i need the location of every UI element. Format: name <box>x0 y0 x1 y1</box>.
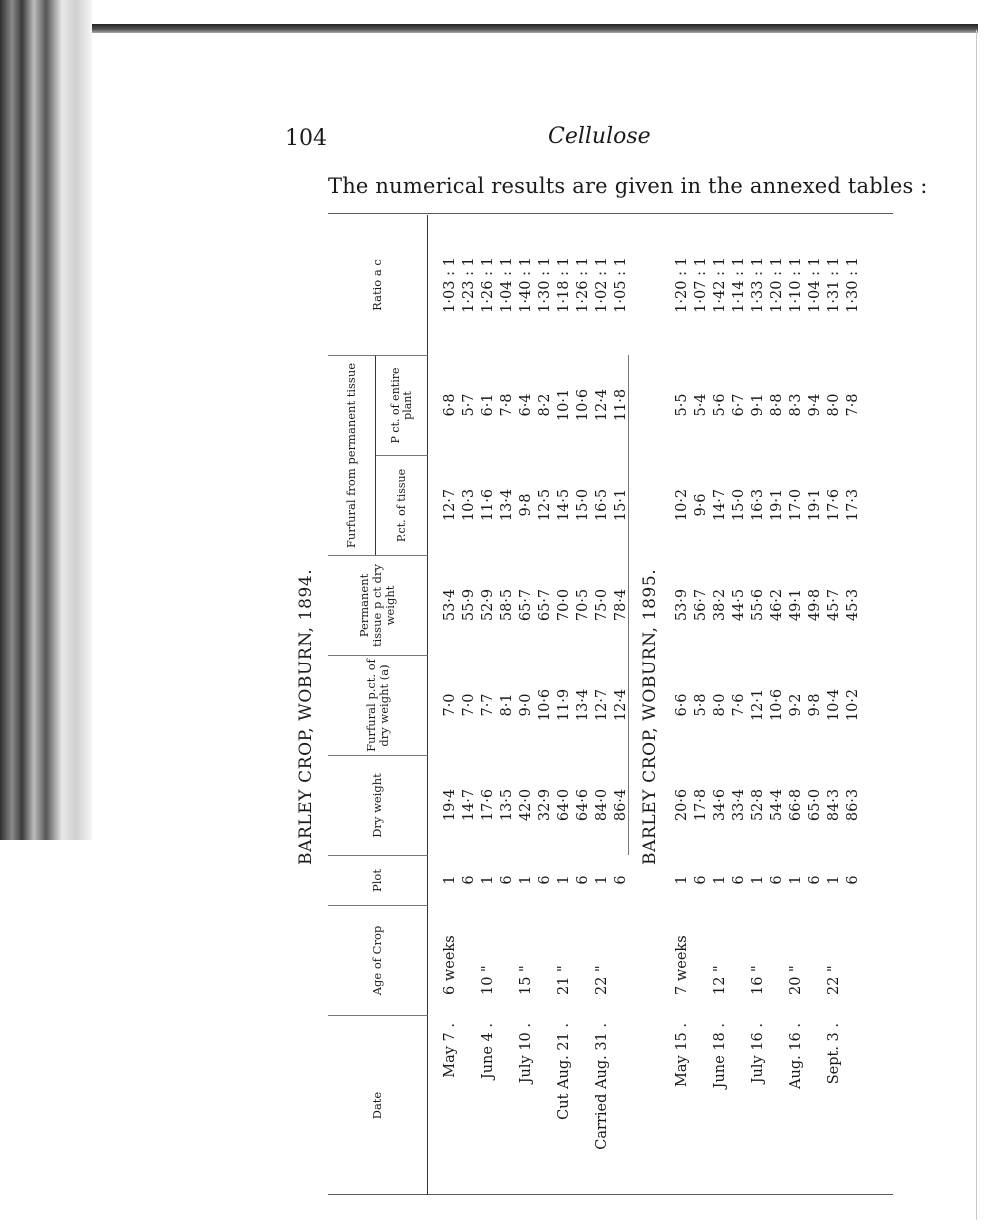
cell-ratio: 1·26 : 1 <box>575 257 591 313</box>
cell-ptissue: 15·1 <box>613 488 629 522</box>
cell-pplant: 10·6 <box>575 388 591 422</box>
cell-age: 22 " <box>826 965 842 995</box>
header-plot: Plot <box>328 855 428 905</box>
cell-dry: 19·4 <box>442 788 458 822</box>
cell-furf: 12·1 <box>750 688 766 722</box>
cell-pplant: 9·4 <box>807 393 823 417</box>
cell-ptissue: 17·3 <box>845 488 861 522</box>
cell-dry: 66·8 <box>788 788 804 822</box>
cell-pplant: 12·4 <box>594 388 610 422</box>
cell-date: Cut Aug. 21 . <box>556 1023 572 1120</box>
cell-furf: 5·8 <box>693 693 709 717</box>
cell-perm: 44·5 <box>731 588 747 622</box>
cell-date: July 10 . <box>518 1023 534 1084</box>
cell-ptissue: 11·6 <box>480 488 496 522</box>
cell-date <box>607 1015 636 1195</box>
header-pct-tissue: P.ct. of tissue <box>376 455 428 555</box>
cell-furf: 13·4 <box>575 688 591 722</box>
header-date: Date <box>328 1015 428 1195</box>
cell-ratio: 1·42 : 1 <box>712 257 728 313</box>
cell-pplant: 5·7 <box>461 393 477 417</box>
header-furfural-group: Furfural from permanent tissue <box>328 355 376 555</box>
cell-plot: 6 <box>845 875 861 885</box>
cell-ptissue: 9·6 <box>693 493 709 517</box>
cell-age: 12 " <box>712 965 728 995</box>
section-title-1894: BARLEY CROP, WOBURN, 1894. <box>296 568 316 865</box>
cell-pplant: 6·1 <box>480 393 496 417</box>
cell-perm: 55·9 <box>461 588 477 622</box>
header-age: Age of Crop <box>328 905 428 1015</box>
cell-perm: 49·1 <box>788 588 804 622</box>
cell-furf: 9·8 <box>807 693 823 717</box>
cell-perm: 56·7 <box>693 588 709 622</box>
cell-furf: 10·6 <box>537 688 553 722</box>
cell-plot: 6 <box>461 875 477 885</box>
cell-date: July 16 . <box>750 1023 766 1084</box>
cell-date: June 4 . <box>480 1023 496 1080</box>
cell-furf: 7·7 <box>480 693 496 717</box>
cell-furf: 12·7 <box>594 688 610 722</box>
cell-perm: 53·9 <box>674 588 690 622</box>
cell-pplant: 8·0 <box>826 393 842 417</box>
cell-ratio: 1·03 : 1 <box>442 257 458 313</box>
cell-ratio: 1·18 : 1 <box>556 257 572 313</box>
cell-ratio: 1·02 : 1 <box>594 257 610 313</box>
cell-plot: 1 <box>518 875 534 885</box>
cell-dry: 86·3 <box>845 788 861 822</box>
cell-perm: 70·5 <box>575 588 591 622</box>
cell-pplant: 5·4 <box>693 393 709 417</box>
cell-pplant: 6·7 <box>731 393 747 417</box>
intro-text: The numerical results are given in the annexed tables : <box>328 174 928 198</box>
cell-dry: 54·4 <box>769 788 785 822</box>
page-top-edge <box>92 24 978 33</box>
cell-ratio: 1·23 : 1 <box>461 257 477 313</box>
cell-furf: 6·6 <box>674 693 690 717</box>
cell-ratio: 1·04 : 1 <box>807 257 823 313</box>
cell-perm: 38·2 <box>712 588 728 622</box>
book-binding-shadow <box>0 0 92 840</box>
cell-furf: 7·0 <box>442 693 458 717</box>
cell-plot: 1 <box>826 875 842 885</box>
table-row <box>607 215 636 1195</box>
rotated-table <box>296 215 893 1195</box>
cell-ptissue: 16·5 <box>594 488 610 522</box>
cell-ratio: 1·14 : 1 <box>731 257 747 313</box>
cell-age: 15 " <box>518 965 534 995</box>
cell-furf: 9·2 <box>788 693 804 717</box>
cell-ratio: 1·30 : 1 <box>845 257 861 313</box>
cell-ratio: 1·20 : 1 <box>674 257 690 313</box>
cell-age: 20 " <box>788 965 804 995</box>
cell-date: Carried Aug. 31 . <box>594 1023 610 1150</box>
cell-date: May 15 . <box>674 1023 690 1087</box>
cell-dry: 13·5 <box>499 788 515 822</box>
cell-age: 21 " <box>556 965 572 995</box>
cell-ratio: 1·20 : 1 <box>769 257 785 313</box>
cell-plot: 1 <box>788 875 804 885</box>
cell-pplant: 7·8 <box>499 393 515 417</box>
cell-ratio: 1·30 : 1 <box>537 257 553 313</box>
cell-perm: 52·9 <box>480 588 496 622</box>
cell-age: 6 weeks <box>442 935 458 995</box>
header-permanent-tissue: Permanent tissue p ct dry weight <box>328 555 428 655</box>
cell-dry: 20·6 <box>674 788 690 822</box>
cell-ptissue: 15·0 <box>731 488 747 522</box>
cell-date: May 7 . <box>442 1023 458 1078</box>
cell-perm: 45·3 <box>845 588 861 622</box>
cell-ptissue: 12·7 <box>442 488 458 522</box>
cell-age: 22 " <box>594 965 610 995</box>
cell-perm: 45·7 <box>826 588 842 622</box>
cell-plot: 6 <box>613 875 629 885</box>
cell-furf: 8·0 <box>712 693 728 717</box>
cell-pplant: 5·6 <box>712 393 728 417</box>
running-title: Cellulose <box>548 124 651 149</box>
cell-age: 16 " <box>750 965 766 995</box>
cell-pplant: 5·5 <box>674 393 690 417</box>
cell-ratio: 1·07 : 1 <box>693 257 709 313</box>
cell-furf: 11·9 <box>556 688 572 722</box>
cell-ptissue: 10·2 <box>674 488 690 522</box>
cell-dry: 52·8 <box>750 788 766 822</box>
cell-date: Aug. 16 . <box>788 1023 804 1089</box>
cell-ratio: 1·10 : 1 <box>788 257 804 313</box>
cell-pplant: 10·1 <box>556 388 572 422</box>
cell-ptissue: 9·8 <box>518 493 534 517</box>
cell-dry: 65·0 <box>807 788 823 822</box>
cell-plot: 1 <box>594 875 610 885</box>
cell-perm: 53·4 <box>442 588 458 622</box>
cell-ratio: 1·31 : 1 <box>826 257 842 313</box>
cell-furf: 10·2 <box>845 688 861 722</box>
cell-plot: 1 <box>750 875 766 885</box>
cell-age: 7 weeks <box>674 935 690 995</box>
section-title-1895: BARLEY CROP, WOBURN, 1895. <box>640 568 660 865</box>
cell-ptissue: 17·6 <box>826 488 842 522</box>
cell-furf: 8·1 <box>499 693 515 717</box>
cell-plot: 1 <box>480 875 496 885</box>
cell-date <box>839 1015 868 1195</box>
cell-pplant: 7·8 <box>845 393 861 417</box>
page-number: 104 <box>285 126 327 151</box>
cell-plot: 1 <box>556 875 572 885</box>
cell-pplant: 11·8 <box>613 388 629 422</box>
cell-plot: 6 <box>731 875 747 885</box>
cell-date: June 18 . <box>712 1023 728 1089</box>
cell-pplant: 8·8 <box>769 393 785 417</box>
cell-ratio: 1·33 : 1 <box>750 257 766 313</box>
cell-ptissue: 12·5 <box>537 488 553 522</box>
cell-ratio: 1·05 : 1 <box>613 257 629 313</box>
cell-perm: 65·7 <box>518 588 534 622</box>
header-ratio: Ratio a c <box>328 215 428 355</box>
cell-perm: 75·0 <box>594 588 610 622</box>
cell-plot: 1 <box>442 875 458 885</box>
cell-furf: 7·6 <box>731 693 747 717</box>
cell-ratio: 1·04 : 1 <box>499 257 515 313</box>
cell-ratio: 1·40 : 1 <box>518 257 534 313</box>
cell-dry: 17·6 <box>480 788 496 822</box>
cell-furf: 12·4 <box>613 688 629 722</box>
cell-perm: 55·6 <box>750 588 766 622</box>
cell-ptissue: 14·5 <box>556 488 572 522</box>
cell-dry: 17·8 <box>693 788 709 822</box>
page-right-edge <box>976 30 977 1220</box>
cell-perm: 65·7 <box>537 588 553 622</box>
cell-plot: 1 <box>712 875 728 885</box>
cell-ratio: 1·26 : 1 <box>480 257 496 313</box>
cell-pplant: 9·1 <box>750 393 766 417</box>
cell-age <box>607 905 636 1015</box>
cell-dry: 14·7 <box>461 788 477 822</box>
cell-perm: 70·0 <box>556 588 572 622</box>
cell-furf: 10·4 <box>826 688 842 722</box>
cell-date: Sept. 3 . <box>826 1023 842 1085</box>
header-pct-plant: P ct. of entire plant <box>376 355 428 455</box>
cell-plot: 6 <box>693 875 709 885</box>
cell-plot: 1 <box>674 875 690 885</box>
cell-pplant: 8·2 <box>537 393 553 417</box>
cell-ptissue: 16·3 <box>750 488 766 522</box>
header-dry-weight: Dry weight <box>328 755 428 855</box>
cell-age: 10 " <box>480 965 496 995</box>
cell-furf: 7·0 <box>461 693 477 717</box>
cell-age <box>839 905 868 1015</box>
cell-perm: 49·8 <box>807 588 823 622</box>
cell-plot: 6 <box>769 875 785 885</box>
header-furfural-pct: Furfural p.ct. of dry weight (a) <box>328 655 428 755</box>
cell-ptissue: 13·4 <box>499 488 515 522</box>
cell-ptissue: 17·0 <box>788 488 804 522</box>
cell-dry: 64·0 <box>556 788 572 822</box>
cell-ptissue: 19·1 <box>769 488 785 522</box>
cell-dry: 84·0 <box>594 788 610 822</box>
cell-perm: 58·5 <box>499 588 515 622</box>
cell-ptissue: 10·3 <box>461 488 477 522</box>
cell-perm: 46·2 <box>769 588 785 622</box>
cell-ptissue: 14·7 <box>712 488 728 522</box>
cell-plot: 6 <box>575 875 591 885</box>
cell-plot: 6 <box>537 875 553 885</box>
cell-dry: 86·4 <box>613 788 629 822</box>
cell-dry: 32·9 <box>537 788 553 822</box>
cell-ptissue: 15·0 <box>575 488 591 522</box>
cell-dry: 42·0 <box>518 788 534 822</box>
cell-pplant: 8·3 <box>788 393 804 417</box>
cell-furf: 10·6 <box>769 688 785 722</box>
cell-pplant: 6·4 <box>518 393 534 417</box>
cell-dry: 34·6 <box>712 788 728 822</box>
cell-dry: 64·6 <box>575 788 591 822</box>
cell-plot: 6 <box>499 875 515 885</box>
cell-dry: 84·3 <box>826 788 842 822</box>
cell-pplant: 6·8 <box>442 393 458 417</box>
table-row <box>839 215 868 1195</box>
cell-perm: 78·4 <box>613 588 629 622</box>
cell-dry: 33·4 <box>731 788 747 822</box>
cell-furf: 9·0 <box>518 693 534 717</box>
cell-plot: 6 <box>807 875 823 885</box>
cell-ptissue: 19·1 <box>807 488 823 522</box>
